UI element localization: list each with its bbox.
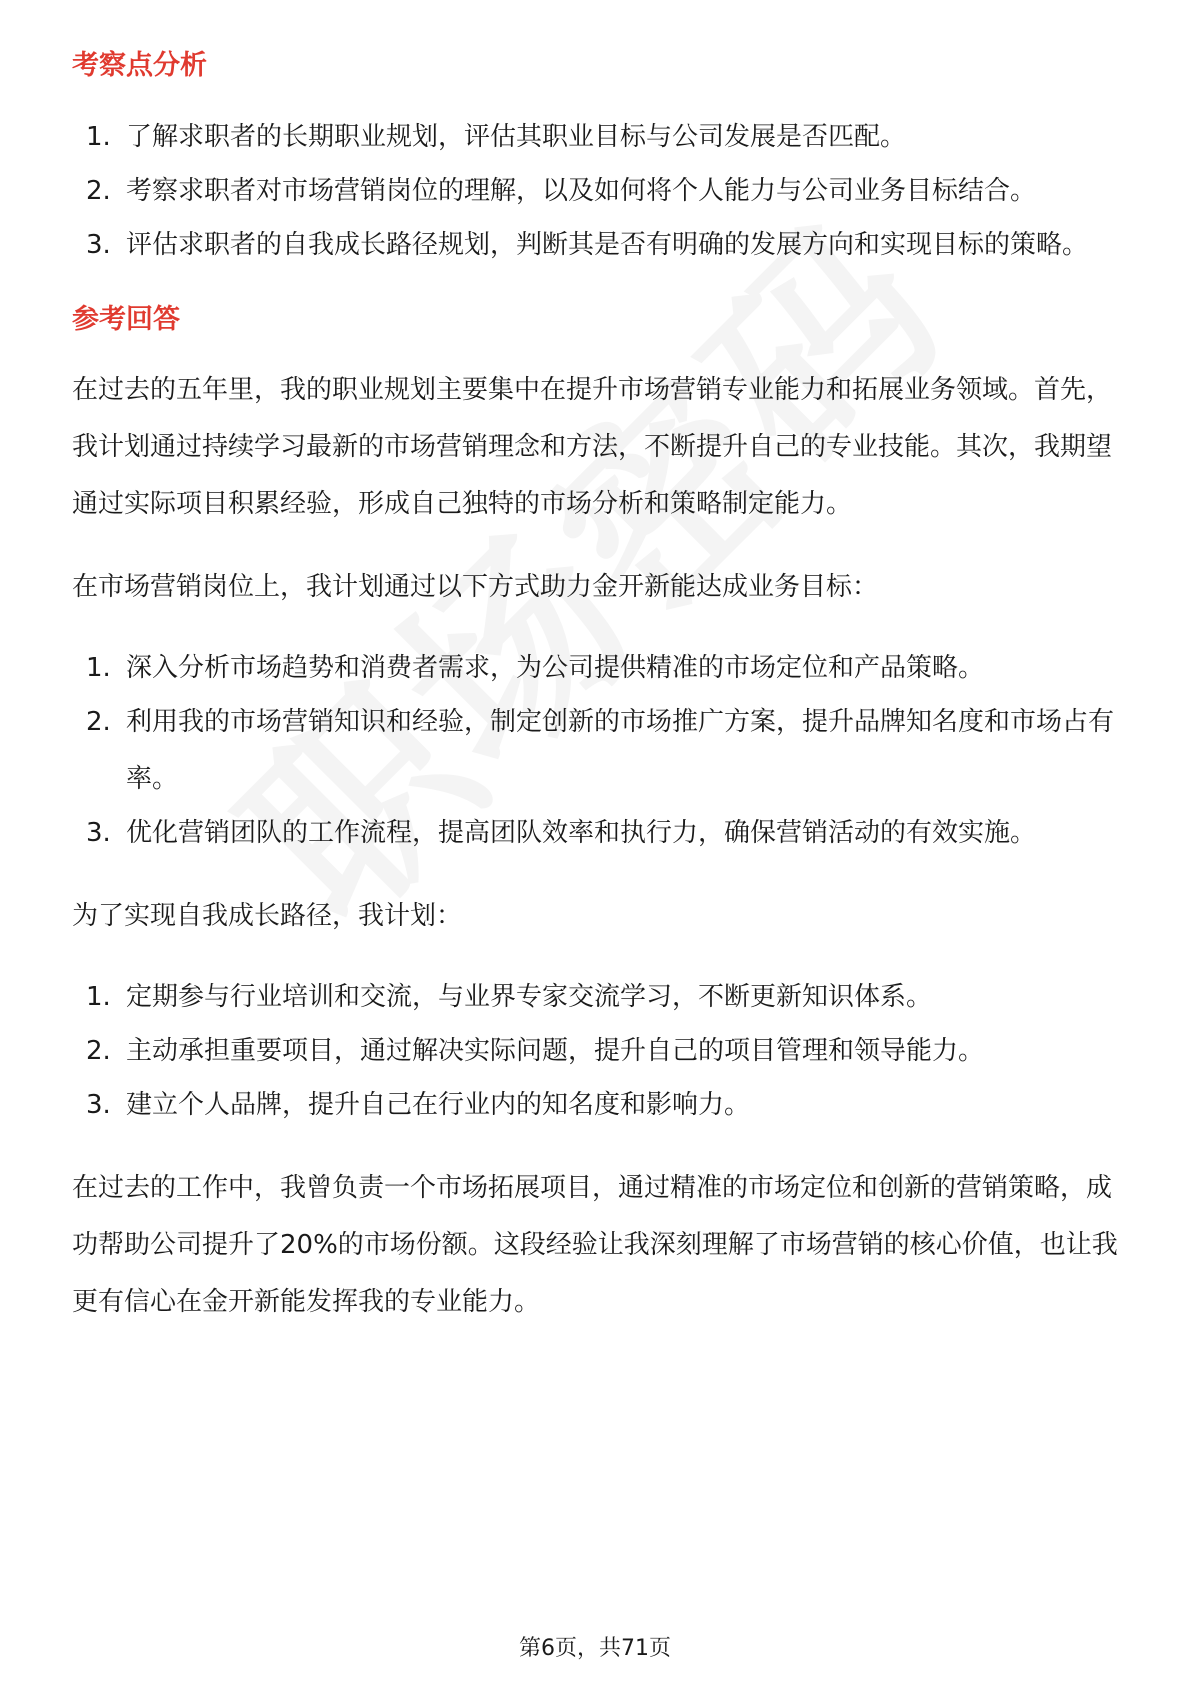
list-number: 1. [86,982,111,1012]
list-text: 利用我的市场营销知识和经验，制定创新的市场推广方案，提升品牌知名度和市场占有率。 [126,707,1115,794]
list-item [72,969,1118,1026]
list-text: 主动承担重要项目，通过解决实际问题，提升自己的项目管理和领导能力。 [126,1036,985,1066]
list-number: 2. [86,176,111,206]
list-number: 1. [86,653,111,683]
list-number: 3. [86,1090,111,1120]
list-item [72,1077,1118,1134]
list-text: 深入分析市场趋势和消费者需求，为公司提供精准的市场定位和产品策略。 [126,653,985,683]
list-item [72,805,1118,862]
list-number: 2. [86,1036,111,1066]
section-title-analysis: 考察点分析 [72,50,207,81]
list-text: 建立个人品牌，提升自己在行业内的知名度和影响力。 [126,1090,751,1120]
list-number: 2. [86,707,111,737]
answer-lead-1: 在市场营销岗位上，我计划通过以下方式助力金开新能达成业务目标： [72,572,879,602]
section-title-answer: 参考回答 [72,304,180,335]
answer-list-1 [72,640,1118,862]
document-body [72,46,1118,1331]
list-number: 3. [86,230,111,260]
page-number: 第6页，共71页 [519,1636,671,1661]
list-item [72,1023,1118,1080]
answer-intro: 在过去的五年里，我的职业规划主要集中在提升市场营销专业能力和拓展业务领域。首先，我计划通过持续学习最新的市场营销理念和方法，不断提升自己的专业技能。其次，我期望通过实际项目积累经验，形成自己独特的市场分析和策略制定能力。 [72,375,1113,519]
list-item [72,109,1118,166]
list-text: 考察求职者对市场营销岗位的理解，以及如何将个人能力与公司业务目标结合。 [126,176,1037,206]
list-text: 评估求职者的自我成长路径规划，判断其是否有明确的发展方向和实现目标的策略。 [126,230,1089,260]
list-item [72,163,1118,220]
list-item [72,217,1118,274]
answer-closing: 在过去的工作中，我曾负责一个市场拓展项目，通过精准的市场定位和创新的营销策略，成功帮助公司提升了20%的市场份额。这段经验让我深刻理解了市场营销的核心价值，也让我更有信心在金开新能发挥我的专业能力。 [72,1173,1118,1317]
list-text: 优化营销团队的工作流程，提高团队效率和执行力，确保营销活动的有效实施。 [126,818,1037,848]
list-text: 定期参与行业培训和交流，与业界专家交流学习，不断更新知识体系。 [126,982,933,1012]
answer-lead-2: 为了实现自我成长路径，我计划： [72,901,463,931]
list-text: 了解求职者的长期职业规划，评估其职业目标与公司发展是否匹配。 [126,122,907,152]
analysis-list [72,109,1118,274]
list-item [72,640,1118,697]
list-number: 1. [86,122,111,152]
answer-list-2 [72,969,1118,1134]
list-item [72,694,1118,808]
list-number: 3. [86,818,111,848]
